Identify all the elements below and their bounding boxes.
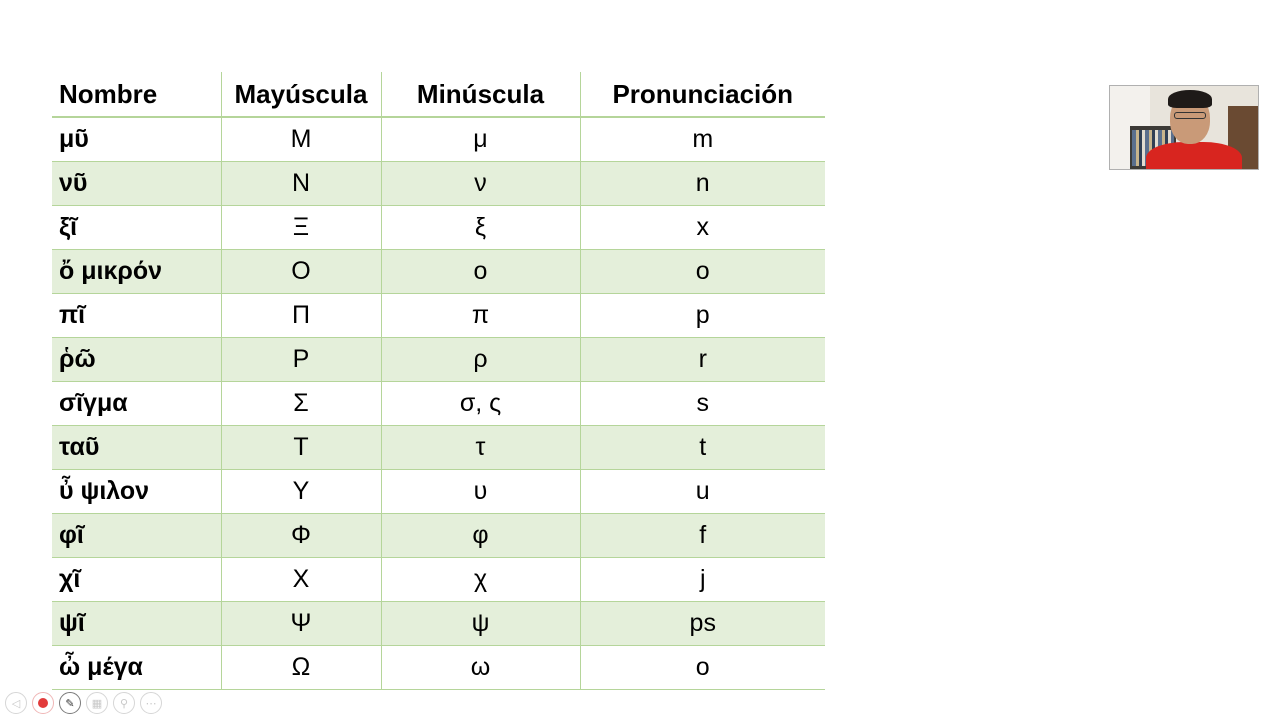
cell-upper: Τ: [221, 426, 381, 470]
cell-upper: Ρ: [221, 338, 381, 382]
cell-upper: Π: [221, 294, 381, 338]
cell-pron: s: [580, 382, 825, 426]
cell-pron: ps: [580, 602, 825, 646]
header-minuscula: Minúscula: [381, 72, 580, 117]
table-row: [52, 294, 825, 338]
table-row: [52, 602, 825, 646]
cell-pron: r: [580, 338, 825, 382]
cell-upper: Υ: [221, 470, 381, 514]
cell-name: ὦ μέγα: [52, 646, 221, 690]
table-row: [52, 514, 825, 558]
prev-slide-icon[interactable]: ◁: [5, 692, 27, 714]
table-row: [52, 117, 825, 162]
presenter-glasses: [1174, 112, 1206, 119]
cell-upper: Σ: [221, 382, 381, 426]
cell-name: ξῖ: [52, 206, 221, 250]
cell-name: ὄ μικρόν: [52, 250, 221, 294]
cell-name: νῦ: [52, 162, 221, 206]
zoom-icon[interactable]: ⚲: [113, 692, 135, 714]
cell-pron: p: [580, 294, 825, 338]
cell-name: χῖ: [52, 558, 221, 602]
cell-lower: ω: [381, 646, 580, 690]
greek-alphabet-table: [52, 72, 825, 690]
table-header-row: [52, 72, 825, 117]
header-mayuscula: Mayúscula: [221, 72, 381, 117]
cell-pron: o: [580, 646, 825, 690]
cell-name: ταῦ: [52, 426, 221, 470]
header-nombre: Nombre: [52, 72, 221, 117]
cell-lower: χ: [381, 558, 580, 602]
table-row: [52, 646, 825, 690]
cell-lower: ν: [381, 162, 580, 206]
header-pronunciacion: Pronunciación: [580, 72, 825, 117]
table-row: [52, 162, 825, 206]
cell-lower: ψ: [381, 602, 580, 646]
cell-upper: Ξ: [221, 206, 381, 250]
cell-upper: Ο: [221, 250, 381, 294]
cell-name: ὖ ψιλον: [52, 470, 221, 514]
cell-lower: μ: [381, 117, 580, 162]
cell-pron: o: [580, 250, 825, 294]
cell-upper: Ω: [221, 646, 381, 690]
cell-lower: π: [381, 294, 580, 338]
cell-upper: Ψ: [221, 602, 381, 646]
cell-pron: u: [580, 470, 825, 514]
cell-pron: n: [580, 162, 825, 206]
laser-pointer-icon[interactable]: [32, 692, 54, 714]
cell-name: ψῖ: [52, 602, 221, 646]
cell-name: μῦ: [52, 117, 221, 162]
webcam-video: [1109, 85, 1259, 170]
cell-upper: Χ: [221, 558, 381, 602]
slides-overview-icon[interactable]: ▦: [86, 692, 108, 714]
cell-name: σῖγμα: [52, 382, 221, 426]
more-options-icon[interactable]: ⋯: [140, 692, 162, 714]
cell-lower: ο: [381, 250, 580, 294]
table-row: [52, 470, 825, 514]
cell-name: ῥῶ: [52, 338, 221, 382]
presenter-shirt: [1146, 142, 1242, 170]
cell-pron: x: [580, 206, 825, 250]
cell-pron: j: [580, 558, 825, 602]
cell-upper: Μ: [221, 117, 381, 162]
table-row: [52, 558, 825, 602]
cell-name: φῖ: [52, 514, 221, 558]
laser-dot: [38, 698, 48, 708]
table-row: [52, 206, 825, 250]
table-row: [52, 338, 825, 382]
cell-upper: Φ: [221, 514, 381, 558]
cell-lower: τ: [381, 426, 580, 470]
cell-upper: Ν: [221, 162, 381, 206]
cell-pron: f: [580, 514, 825, 558]
table-row: [52, 382, 825, 426]
cell-pron: t: [580, 426, 825, 470]
slideshow-toolbar: [5, 692, 162, 714]
cell-lower: υ: [381, 470, 580, 514]
presenter-hair: [1168, 90, 1212, 108]
cell-lower: ρ: [381, 338, 580, 382]
table-row: [52, 250, 825, 294]
cell-lower: φ: [381, 514, 580, 558]
cell-lower: σ, ς: [381, 382, 580, 426]
pen-icon[interactable]: ✎: [59, 692, 81, 714]
table-row: [52, 426, 825, 470]
cell-name: πῖ: [52, 294, 221, 338]
cell-lower: ξ: [381, 206, 580, 250]
cell-pron: m: [580, 117, 825, 162]
